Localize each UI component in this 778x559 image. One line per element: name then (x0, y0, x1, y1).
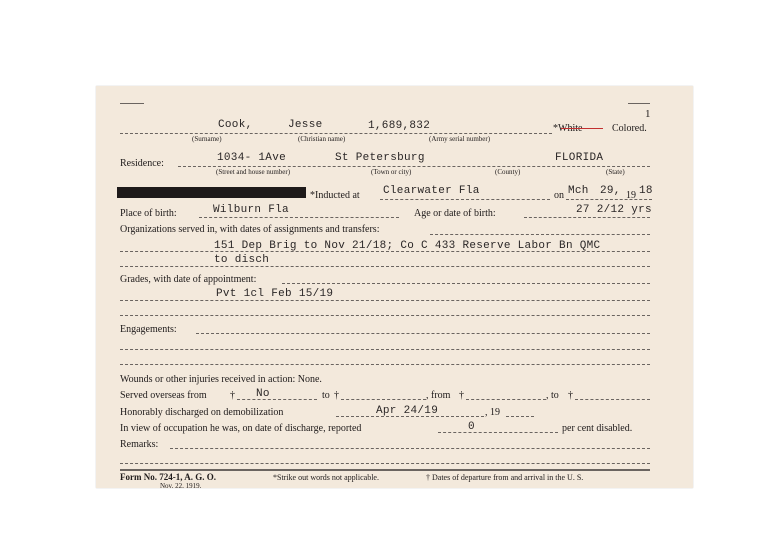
state-label: (State) (606, 168, 625, 176)
inducted-place-value: Clearwater Fla (383, 185, 480, 197)
disability-rule (438, 432, 558, 433)
engagements-rule-2 (120, 349, 650, 350)
inducted-day-value: 29, (600, 185, 621, 197)
organizations-line-2: to disch (214, 254, 270, 266)
inducted-year-value: 18 (639, 185, 653, 197)
discharge-date-value: Apr 24/19 (376, 405, 439, 417)
city-label: (Town or city) (371, 168, 412, 176)
inducted-month-value: Mch (568, 185, 589, 197)
remarks-rule-2 (120, 463, 650, 464)
inducted-place-rule (380, 199, 550, 200)
residence-city-value: St Petersburg (335, 152, 425, 164)
overseas-rule-2 (341, 399, 426, 400)
sheet-number: 1 (645, 108, 651, 120)
grades-rule-2 (120, 300, 650, 301)
residence-label: Residence: (120, 158, 164, 169)
overseas-rule-4 (575, 399, 650, 400)
service-record-card (96, 86, 693, 488)
grades-rule-1 (282, 283, 650, 284)
discharge-rule (336, 416, 484, 417)
age-label: Age or date of birth: (414, 208, 496, 219)
footer-rule (120, 469, 650, 471)
grades-label: Grades, with date of appointment: (120, 274, 257, 285)
grades-value: Pvt 1cl Feb 15/19 (216, 288, 334, 300)
birthplace-label: Place of birth: (120, 208, 177, 219)
surname-label: (Surname) (192, 135, 222, 143)
engagements-label: Engagements: (120, 324, 177, 335)
footnote-dagger: † Dates of departure from and arrival in the U. S. (426, 473, 584, 482)
surname-value: Cook, (218, 119, 253, 131)
overseas-dagger-3: † (459, 390, 464, 401)
overseas-dagger-4: † (568, 390, 573, 401)
wounds-label: Wounds or other injuries received in action: None. (120, 374, 322, 385)
white-strikeout (561, 128, 603, 129)
overseas-to-label: to (322, 390, 330, 401)
birthplace-value: Wilburn Fla (213, 204, 289, 216)
overseas-from-label-2: , from (426, 390, 451, 401)
disability-suffix: per cent disabled. (562, 423, 633, 434)
inducted-year-prefix: 19 (626, 190, 636, 201)
organizations-rule-3 (120, 266, 650, 267)
disability-label: In view of occupation he was, on date of discharge, reported (120, 423, 362, 434)
serial-number-label: (Army serial number) (429, 135, 491, 143)
overseas-rule-1 (237, 399, 317, 400)
race-colored-label: Colored. (612, 123, 647, 134)
engagements-rule-3 (120, 364, 650, 365)
overseas-dagger-2: † (334, 390, 339, 401)
overseas-label: Served overseas from (120, 390, 207, 401)
overseas-dagger-1: † (230, 390, 235, 401)
organizations-label: Organizations served in, with dates of assignments and transfers: (120, 224, 380, 235)
inducted-on-label: on (554, 190, 564, 201)
birthplace-rule (199, 217, 399, 218)
overseas-rule-3 (466, 399, 546, 400)
residence-rule (178, 166, 650, 167)
organizations-rule-1 (430, 234, 650, 235)
age-rule (524, 217, 650, 218)
discharge-year-rule (506, 416, 534, 417)
redacted-block (117, 187, 306, 198)
form-date: Nov. 22, 1919. (160, 482, 202, 488)
top-right-rule (628, 103, 650, 104)
residence-state-value: FLORIDA (555, 152, 604, 164)
organizations-rule-2 (120, 251, 650, 252)
residence-street-value: 1034- 1Ave (217, 152, 287, 164)
overseas-from-value: No (256, 388, 270, 400)
christian-name-label: (Christian name) (298, 135, 346, 143)
overseas-to-label-2: , to (546, 390, 559, 401)
county-label: (County) (495, 168, 521, 176)
age-value: 27 2/12 yrs (576, 204, 652, 216)
footnote-strike: *Strike out words not applicable. (273, 473, 379, 482)
inducted-date-rule (566, 199, 652, 200)
organizations-line-1: 151 Dep Brig to Nov 21/18; Co C 433 Reserve Labor Bn QMC (214, 240, 601, 252)
name-rule (120, 133, 552, 134)
remarks-label: Remarks: (120, 439, 159, 450)
discharge-label: Honorably discharged on demobilization (120, 407, 284, 418)
disability-value: 0 (468, 421, 475, 433)
remarks-rule-1 (170, 448, 650, 449)
discharge-year-prefix: , 19 (485, 407, 500, 418)
engagements-rule-1 (196, 333, 650, 334)
christian-name-value: Jesse (288, 119, 323, 131)
inducted-label: *Inducted at (310, 190, 360, 201)
form-number: Form No. 724-1, A. G. O. (120, 472, 216, 482)
serial-number-value: 1,689,832 (368, 120, 431, 132)
grades-rule-3 (120, 315, 650, 316)
top-left-rule (120, 103, 144, 104)
street-label: (Street and house number) (216, 168, 291, 176)
race-white-label: *White (553, 123, 583, 134)
